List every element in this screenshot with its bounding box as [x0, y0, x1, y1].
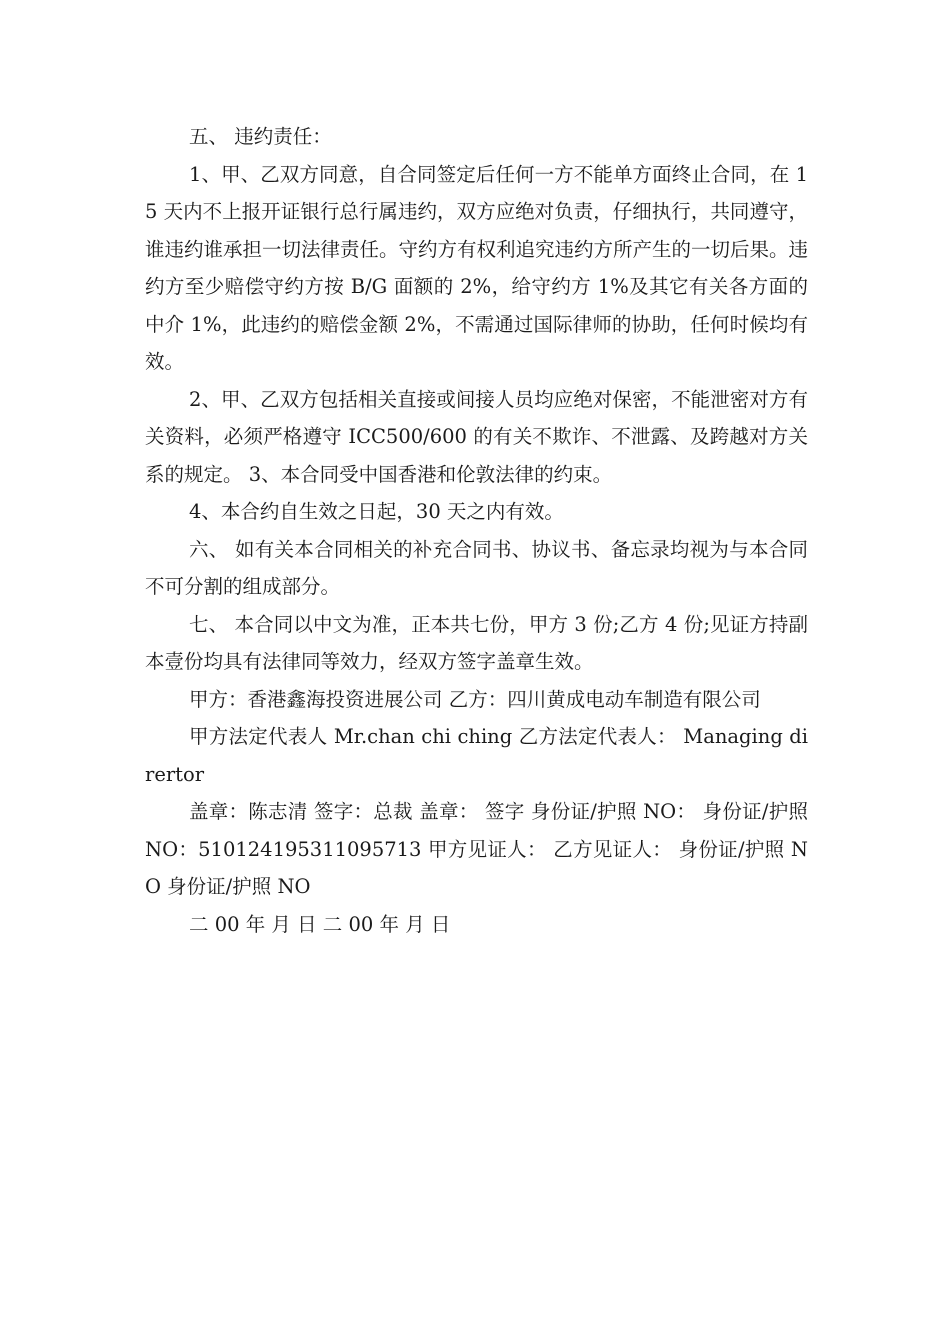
- parties-paragraph: 甲方：香港鑫海投资进展公司 乙方：四川黄成电动车制造有限公司: [189, 687, 761, 711]
- section-6-paragraph: 六、 如有关本合同相关的补充合同书、协议书、备忘录均视为与本合同不可分割的组成部分。: [145, 537, 808, 598]
- clause-1-paragraph: 1、甲、乙双方同意，自合同签定后任何一方不能单方面终止合同，在 15 天内不上报开证银行总行属违约，双方应绝对负责，仔细执行，共同遵守，谁违约谁承担一切法律责任。守约方有权利追究违约方所产生的一切后果。违约方至少赔偿守约方按 B/G 面额的 2%，给守约方 1%及其它有关各方面的中介 1%，此违约的赔偿金额 2%，不需通过国际律师的协助，任何时候均有效。: [145, 162, 809, 373]
- section-5-heading: 五、 违约责任：: [189, 125, 332, 148]
- clause-4-paragraph: 4、本合约自生效之日起，30 天之内有效。: [189, 500, 564, 523]
- document-body: [145, 118, 808, 943]
- signature-block-paragraph: 盖章：陈志清 签字：总裁 盖章： 签字 身份证/护照 NO： 身份证/护照 NO：510124195311095713 甲方见证人： 乙方见证人： 身份证/护照 NO 身份证/护照 NO: [145, 800, 808, 898]
- section-7-paragraph: 七、 本合同以中文为准，正本共七份，甲方 3 份;乙方 4 份;见证方持副本壹份均具有法律同等效力，经双方签字盖章生效。: [145, 612, 808, 673]
- legal-representatives-paragraph: 甲方法定代表人 Mr.chan chi ching 乙方法定代表人： Managing dirertor: [145, 725, 808, 786]
- clause-2-3-paragraph: 2、甲、乙双方包括相关直接或间接人员均应绝对保密，不能泄密对方有关资料，必须严格遵守 ICC500/600 的有关不欺诈、不泄露、及跨越对方关系的规定。 3、本合同受中国香港和伦敦法律的约束。: [145, 387, 808, 486]
- date-line-paragraph: 二 00 年 月 日 二 00 年 月 日: [189, 912, 451, 936]
